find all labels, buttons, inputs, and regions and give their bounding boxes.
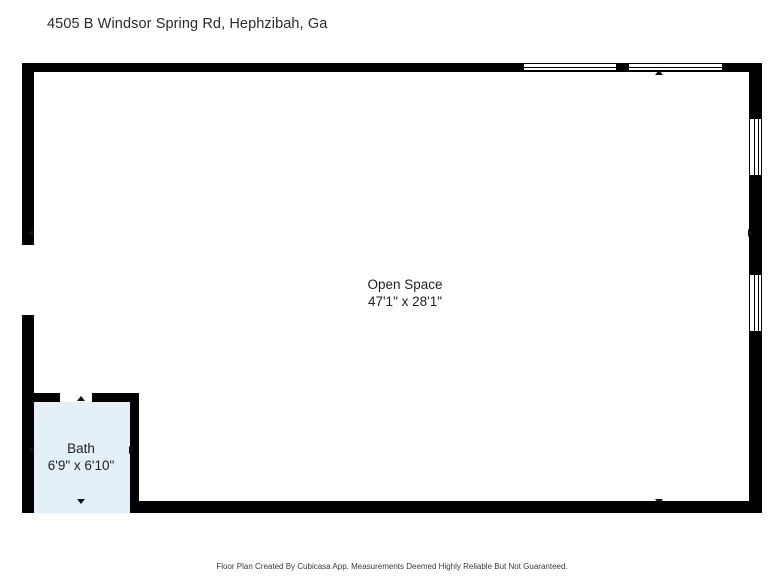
down-arrow-icon (655, 499, 663, 504)
bath-doorway (60, 393, 92, 402)
left-wall-opening (22, 245, 34, 315)
window-top-right (629, 63, 722, 72)
window-top-left (524, 63, 616, 72)
left-arrow-icon (28, 229, 33, 237)
window-right-lower (749, 275, 762, 331)
window-right-upper (749, 119, 762, 175)
page-title: 4505 B Windsor Spring Rd, Hephzibah, Ga (47, 16, 328, 32)
room-label-open-space (305, 276, 505, 311)
room-label-bath (21, 440, 141, 475)
room-dimensions: 6'9" x 6'10" (47, 458, 115, 474)
bath-up-arrow-icon (77, 396, 85, 401)
footer-disclaimer: Floor Plan Created By Cubicasa App. Measurements Deemed Highly Reliable But Not Guaranteed. (216, 562, 568, 571)
up-arrow-icon (655, 70, 663, 75)
room-name: Bath (67, 441, 95, 456)
room-name: Open Space (367, 277, 443, 292)
right-arrow-icon (748, 229, 753, 237)
room-dimensions: 47'1" x 28'1" (367, 294, 443, 310)
bath-down-arrow-icon (77, 499, 85, 504)
bath-left-arrow-icon (28, 446, 33, 454)
bath-right-arrow-icon (129, 446, 134, 454)
